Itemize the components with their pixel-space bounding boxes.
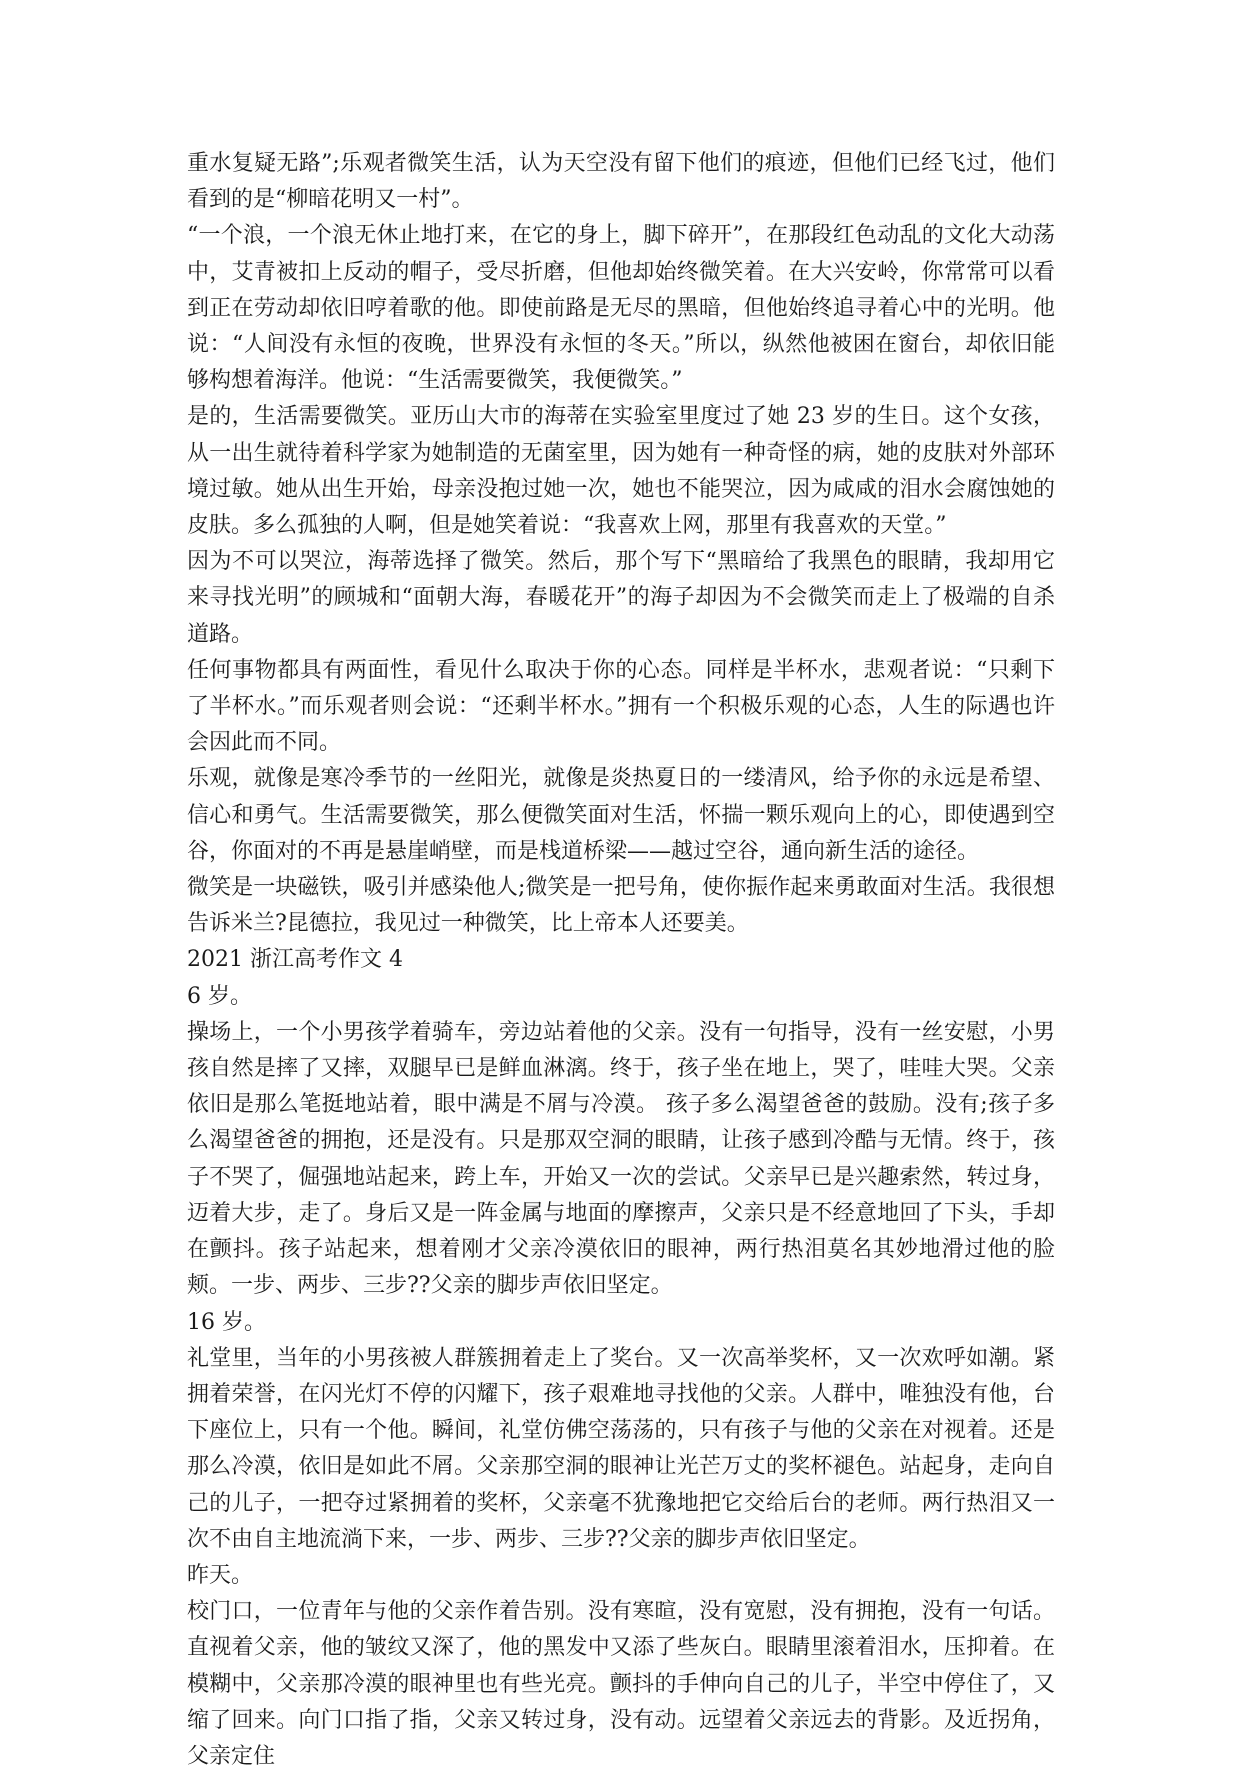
- paragraph-5: 任何事物都具有两面性，看见什么取决于你的心态。同样是半杯水，悲观者说：“只剩下了半杯水。”而乐观者则会说：“还剩半杯水。”拥有一个积极乐观的心态，人生的际遇也许会因此而不同。: [187, 657, 1055, 756]
- paragraph-9: 礼堂里，当年的小男孩被人群簇拥着走上了奖台。又一次高举奖杯，又一次欢呼如潮。紧拥着荣誉，在闪光灯不停的闪耀下，孩子艰难地寻找他的父亲。人群中，唯独没有他，台下座位上，只有一个他。瞬间，礼堂仿佛空荡荡的，只有孩子与他的父亲在对视着。还是那么冷漠，依旧是如此不屑。父亲那空洞的眼神让光芒万丈的奖杯褪色。站起身，走向自己的儿子，一把夺过紧拥着的奖杯，父亲毫不犹豫地把它交给后台的老师。两行热泪又一次不由自主地流淌下来，一步、两步、三步??父亲的脚步声依旧坚定。: [187, 1345, 1055, 1552]
- age-heading-6: 6 岁。: [187, 983, 252, 1009]
- paragraph-4: 因为不可以哭泣，海蒂选择了微笑。然后，那个写下“黑暗给了我黑色的眼睛，我却用它来寻找光明”的顾城和“面朝大海，春暖花开”的海子却因为不会微笑而走上了极端的自杀道路。: [187, 549, 1055, 647]
- paragraph-2: “一个浪，一个浪无休止地打来，在它的身上，脚下碎开”，在那段红色动乱的文化大动荡中，艾青被扣上反动的帽子，受尽折磨，但他却始终微笑着。在大兴安岭，你常常可以看到正在劳动却依旧哼着歌的他。即使前路是无尽的黑暗，但他始终追寻着心中的光明。他说：“人间没有永恒的夜晚，世界没有永恒的冬天。”所以，纵然他被困在窗台，却依旧能够构想着海洋。他说：“生活需要微笑，我便微笑。”: [187, 223, 1055, 394]
- section-heading: 2021 浙江高考作文 4: [187, 947, 403, 973]
- age-heading-16: 16 岁。: [187, 1309, 266, 1335]
- paragraph-3: 是的，生活需要微笑。亚历山大市的海蒂在实验室里度过了她 23 岁的生日。这个女孩，从一出生就待着科学家为她制造的无菌室里，因为她有一种奇怪的病，她的皮肤对外部环境过敏。她从出生开始，母亲没抱过她一次，她也不能哭泣，因为咸咸的泪水会腐蚀她的皮肤。多么孤独的人啊，但是她笑着说：“我喜欢上网，那里有我喜欢的天堂。”: [187, 404, 1055, 539]
- document-body: [187, 146, 1055, 1775]
- paragraph-1: 重水复疑无路”;乐观者微笑生活，认为天空没有留下他们的痕迹，但他们已经飞过，他们看到的是“柳暗花明又一村”。: [187, 151, 1055, 213]
- paragraph-8: 操场上，一个小男孩学着骑车，旁边站着他的父亲。没有一句指导，没有一丝安慰，小男孩自然是摔了又摔，双腿早已是鲜血淋漓。终于，孩子坐在地上，哭了，哇哇大哭。父亲依旧是那么笔挺地站着，眼中满是不屑与冷漠。 孩子多么渴望爸爸的鼓励。没有;孩子多么渴望爸爸的拥抱，还是没有。只是那双空洞的眼睛，让孩子感到冷酷与无情。终于，孩子不哭了，倔强地站起来，跨上车，开始又一次的尝试。父亲早已是兴趣索然，转过身，迈着大步，走了。身后又是一阵金属与地面的摩擦声，父亲只是不经意地回了下头，手却在颤抖。孩子站起来，想着刚才父亲冷漠依旧的眼神，两行热泪莫名其妙地滑过他的脸颊。一步、两步、三步??父亲的脚步声依旧坚定。: [187, 1019, 1055, 1299]
- paragraph-6: 乐观，就像是寒冷季节的一丝阳光，就像是炎热夏日的一缕清风，给予你的永远是希望、信心和勇气。生活需要微笑，那么便微笑面对生活，怀揣一颗乐观向上的心，即使遇到空谷，你面对的不再是悬崖峭壁，而是栈道桥梁——越过空谷，通向新生活的途径。: [187, 766, 1055, 864]
- paragraph-7: 微笑是一块磁铁，吸引并感染他人;微笑是一把号角，使你振作起来勇敢面对生活。我很想告诉米兰?昆德拉，我见过一种微笑，比上帝本人还要美。: [187, 875, 1055, 937]
- time-heading-yesterday: 昨天。: [187, 1562, 254, 1588]
- paragraph-10: 校门口，一位青年与他的父亲作着告别。没有寒暄，没有宽慰，没有拥抱，没有一句话。直视着父亲，他的皱纹又深了，他的黑发中又添了些灰白。眼睛里滚着泪水，压抑着。在模糊中，父亲那冷漠的眼神里也有些光亮。颤抖的手伸向自己的儿子，半空中停住了，又缩了回来。向门口指了指，父亲又转过身，没有动。远望着父亲远去的背影。及近拐角，父亲定住: [187, 1599, 1055, 1769]
